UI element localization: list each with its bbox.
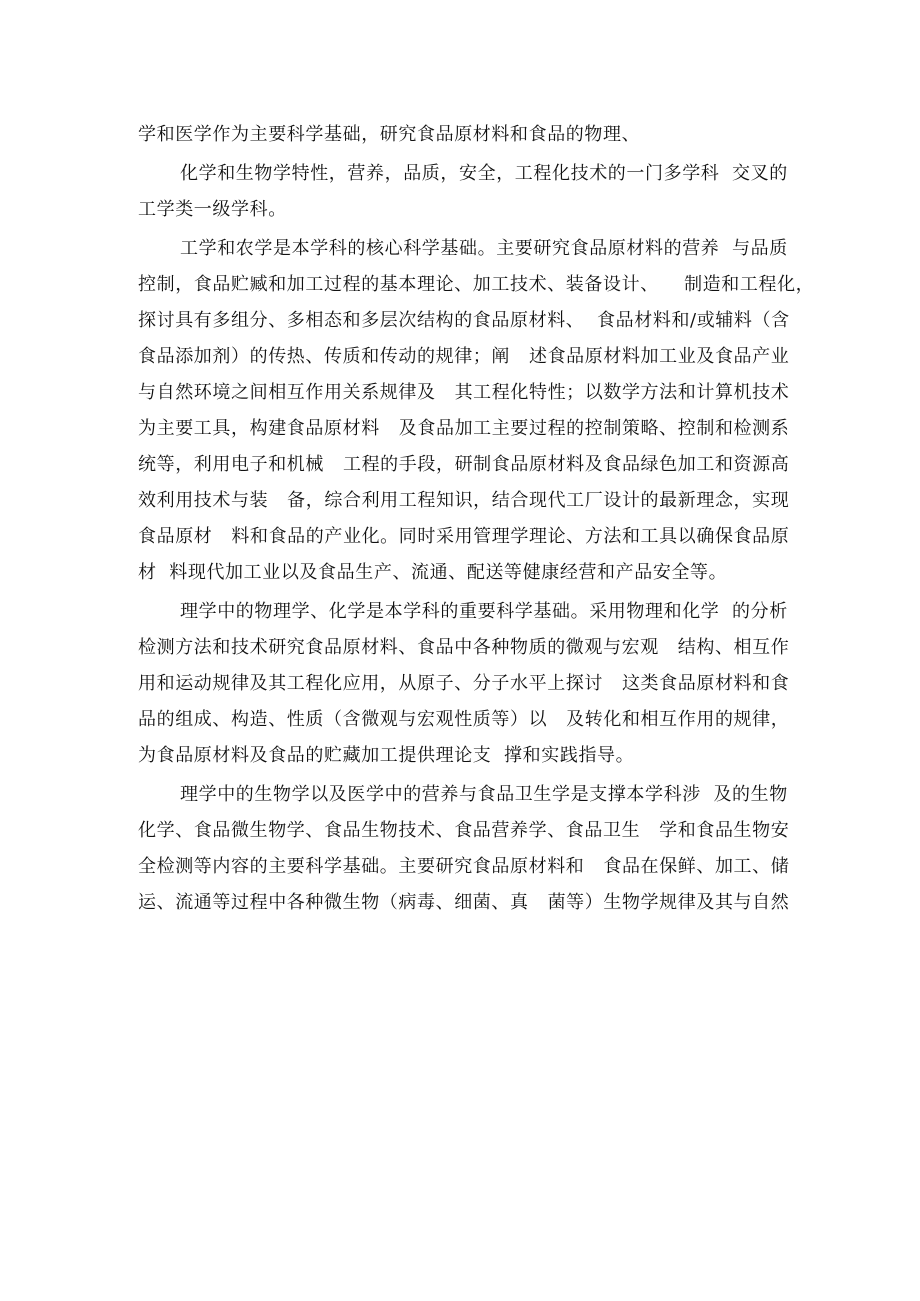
text-line: 食品添加剂）的传热、传质和传动的规律；阐 述食品原材料加工业及食品产业 bbox=[138, 346, 790, 367]
paragraph bbox=[138, 777, 798, 921]
paragraph bbox=[138, 231, 815, 591]
text-line: 工学类一级学科。 bbox=[138, 199, 287, 220]
text-line: 用和运动规律及其工程化应用，从原子、分子水平上探讨 这类食品原材料和食 bbox=[138, 673, 790, 694]
text-line: 效利用技术与装 备，综合利用工程知识，结合现代工厂设计的最新理念，实现 bbox=[138, 490, 790, 511]
paragraph bbox=[138, 117, 798, 153]
text-line: 理学中的物理学、化学是本学科的重要科学基础。采用物理和化学 的分析 bbox=[180, 601, 788, 622]
document-body bbox=[138, 117, 815, 921]
text-line: 化学和生物学特性，营养，品质，安全，工程化技术的一门多学科 交叉的 bbox=[180, 163, 788, 184]
text-line: 控制，食品贮臧和加工过程的基本理论、加工技术、装备设计、 制造和工程化， bbox=[138, 274, 815, 295]
text-line: 与自然环境之间相互作用关系规律及 其工程化特性；以数学方法和计算机技术 bbox=[138, 382, 790, 403]
paragraph bbox=[138, 156, 798, 228]
text-line: 运、流通等过程中各种微生物（病毒、细菌、真 菌等）生物学规律及其与自然 bbox=[138, 892, 790, 913]
text-line: 理学中的生物学以及医学中的营养与食品卫生学是支撑本学科涉 及的生物 bbox=[180, 784, 788, 805]
text-line: 化学、食品微生物学、食品生物技术、食品营养学、食品卫生 学和食品生物安 bbox=[138, 820, 790, 841]
text-line: 为食品原材料及食品的贮藏加工提供理论支 撑和实践指导。 bbox=[138, 745, 635, 766]
text-line: 全检测等内容的主要科学基础。主要研究食品原材料和 食品在保鲜、加工、储 bbox=[138, 856, 790, 877]
text-line: 为主要工具，构建食品原材料 及食品加工主要过程的控制策略、控制和检测系 bbox=[138, 418, 790, 439]
text-line: 学和医学作为主要科学基础，研究食品原材料和食品的物理、 bbox=[138, 124, 641, 145]
text-line: 食品原材 料和食品的产业化。同时采用管理学理论、方法和工具以确保食品原 bbox=[138, 526, 790, 547]
text-line: 品的组成、构造、性质（含微观与宏观性质等）以 及转化和相互作用的规律， bbox=[138, 709, 790, 730]
text-line: 探讨具有多组分、多相态和多层次结构的食品原材料、 食品材料和/或辅料（含 bbox=[138, 310, 790, 331]
text-line: 工学和农学是本学科的核心科学基础。主要研究食品原材料的营养 与品质 bbox=[180, 238, 788, 259]
text-line: 统等，利用电子和机械 工程的手段，研制食品原材料及食品绿色加工和资源高 bbox=[138, 454, 790, 475]
text-line: 材 料现代加工业以及食品生产、流通、配送等健康经营和产品安全等。 bbox=[138, 562, 728, 583]
paragraph bbox=[138, 594, 798, 774]
text-line: 检测方法和技术研究食品原材料、食品中各种物质的微观与宏观 结构、相互作 bbox=[138, 637, 790, 658]
